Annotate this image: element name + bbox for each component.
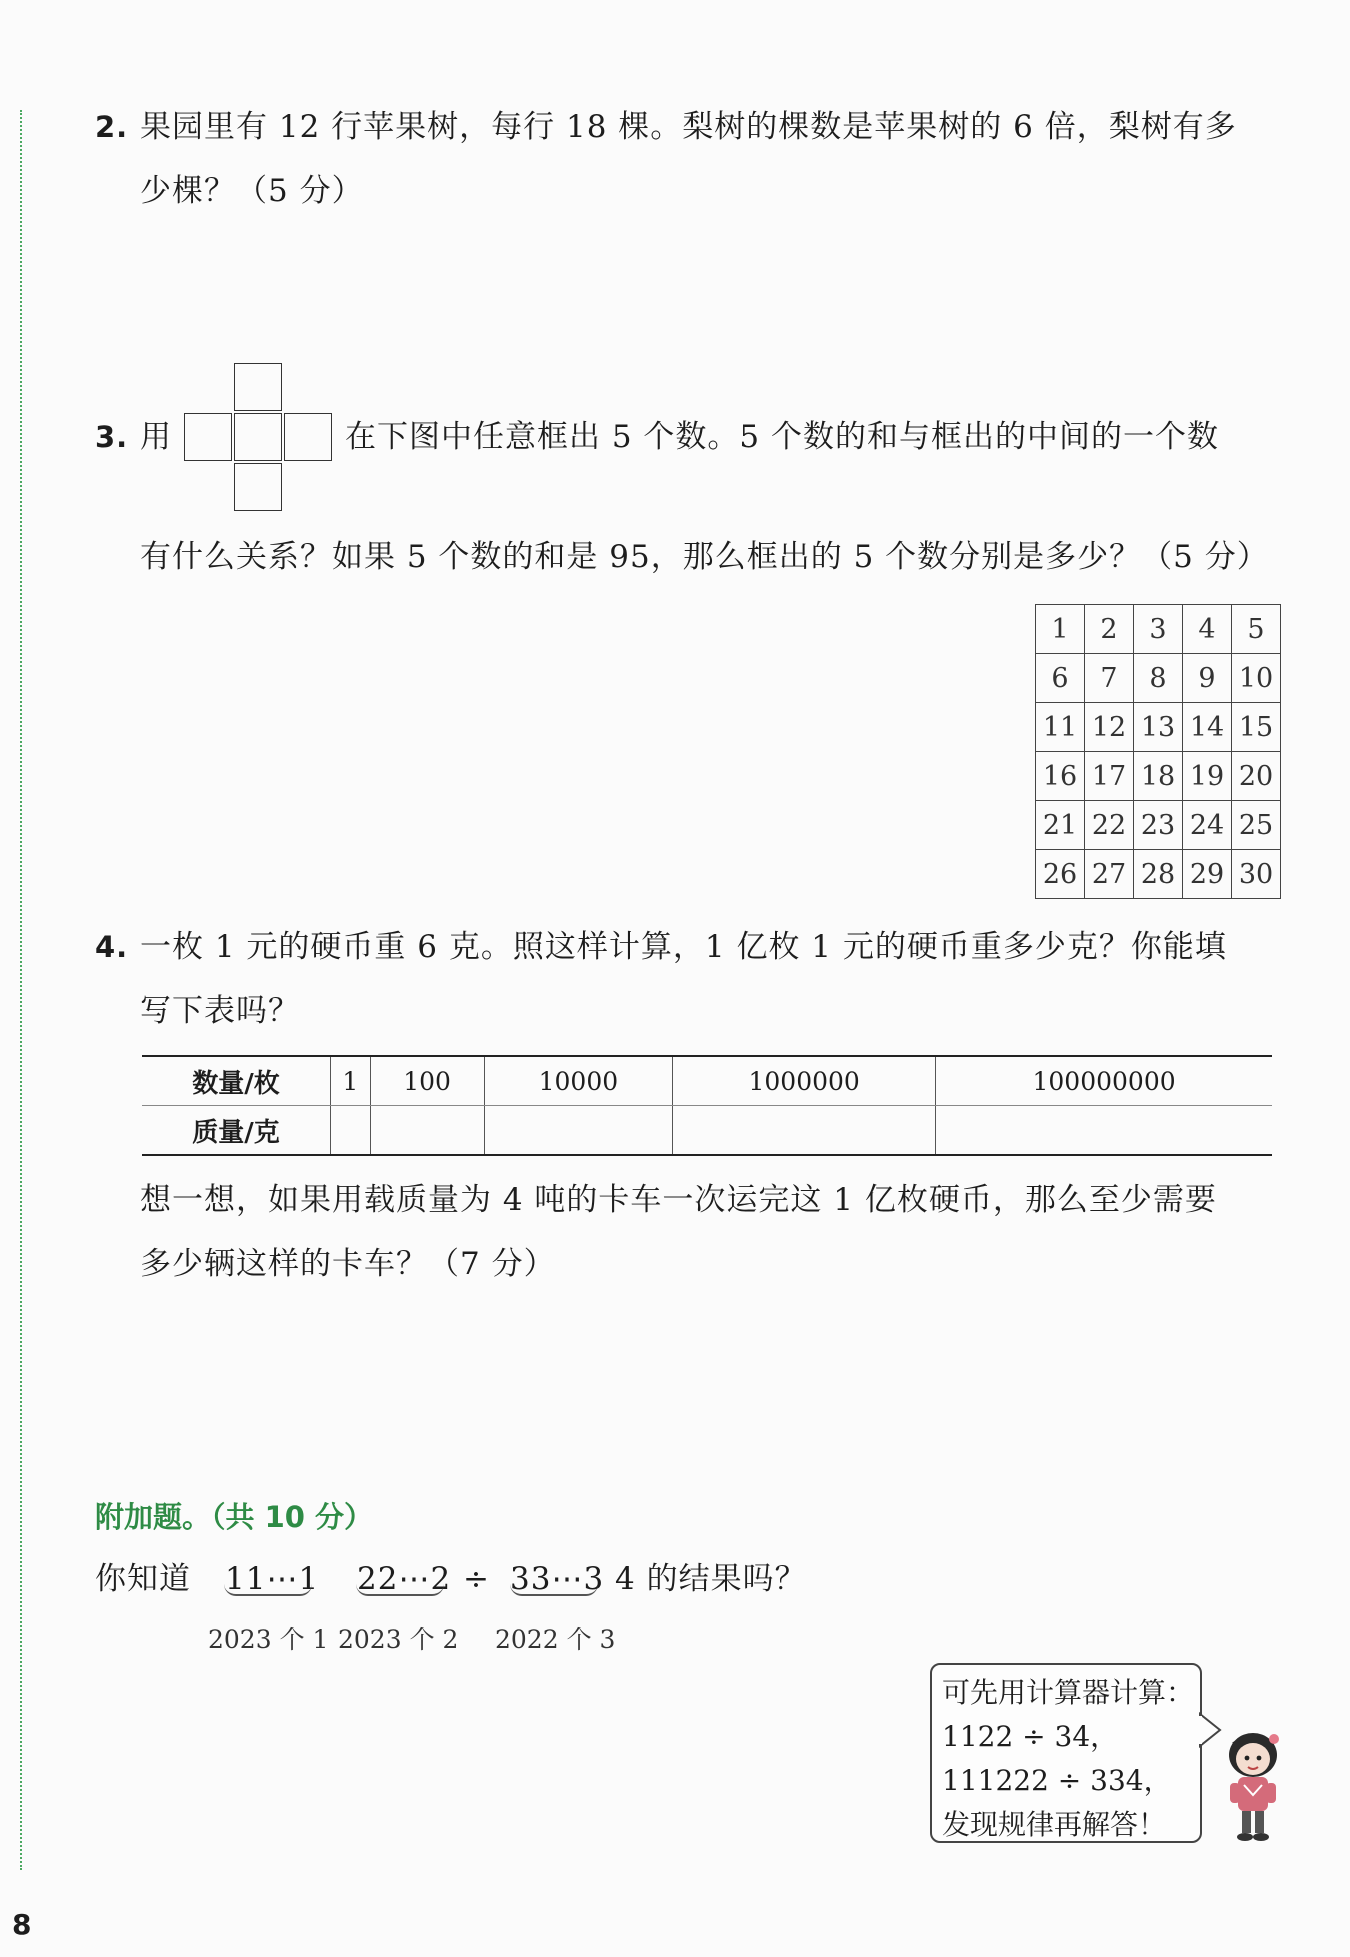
grid-cell: 25 — [1232, 801, 1281, 850]
question-text-line: 用 — [140, 419, 172, 455]
hint-line: 111222 ÷ 334， — [942, 1764, 1172, 1797]
grid-row — [1036, 752, 1281, 801]
table-cell: 1 — [331, 1056, 371, 1106]
table-cell: 10000 — [484, 1056, 673, 1106]
grid-cell: 11 — [1036, 703, 1085, 752]
cross-cell — [234, 463, 282, 511]
grid-cell: 14 — [1183, 703, 1232, 752]
grid-cell: 9 — [1183, 654, 1232, 703]
grid-cell: 13 — [1134, 703, 1183, 752]
grid-cell: 1 — [1036, 605, 1085, 654]
question-text-line: 果园里有 12 行苹果树，每行 18 棵。梨树的棵数是苹果树的 6 倍，梨树有多 — [140, 109, 1237, 145]
hint-line: 发现规律再解答！ — [942, 1808, 1167, 1841]
grid-cell: 12 — [1085, 703, 1134, 752]
grid-cell: 10 — [1232, 654, 1281, 703]
row-header: 质量/克 — [192, 1117, 280, 1148]
grid-cell: 22 — [1085, 801, 1134, 850]
grid-cell: 21 — [1036, 801, 1085, 850]
hint-line: 可先用计算器计算： — [942, 1676, 1195, 1709]
table-cell: 1000000 — [673, 1056, 936, 1106]
cross-cell — [234, 363, 282, 411]
question-text-line: 有什么关系？如果 5 个数的和是 95，那么框出的 5 个数分别是多少？（5 分） — [140, 539, 1269, 575]
cross-cell — [184, 413, 232, 461]
divide-sign: ÷ — [463, 1561, 490, 1597]
table-row — [142, 1056, 1272, 1106]
grid-cell: 24 — [1183, 801, 1232, 850]
answer-cell[interactable] — [370, 1106, 484, 1156]
question-number: 3. — [95, 420, 129, 454]
question-number: 4. — [95, 930, 129, 964]
underbrace — [356, 1584, 444, 1596]
question-text-line: 写下表吗？ — [140, 993, 300, 1029]
table-row — [142, 1106, 1272, 1156]
question-text-line: 想一想，如果用载质量为 4 吨的卡车一次运完这 1 亿枚硬币，那么至少需要 — [140, 1182, 1217, 1218]
repeating-number-2: 22⋯2 — [357, 1561, 452, 1597]
grid-row — [1036, 654, 1281, 703]
number-grid — [1035, 604, 1281, 899]
grid-cell: 26 — [1036, 850, 1085, 899]
question-text-line: 一枚 1 元的硬币重 6 克。照这样计算，1 亿枚 1 元的硬币重多少克？你能填 — [140, 929, 1227, 965]
answer-cell[interactable] — [484, 1106, 673, 1156]
table-cell: 100000000 — [936, 1056, 1272, 1106]
grid-cell: 3 — [1134, 605, 1183, 654]
underbrace — [224, 1584, 312, 1596]
cross-cell — [234, 413, 282, 461]
brace-label: 2022 个 3 — [495, 1625, 616, 1654]
table-cell: 100 — [370, 1056, 484, 1106]
bonus-title: 附加题。（共 10 分） — [95, 1500, 374, 1534]
coin-table — [142, 1055, 1272, 1156]
grid-cell: 28 — [1134, 850, 1183, 899]
grid-cell: 30 — [1232, 850, 1281, 899]
repeating-number-1: 11⋯1 — [225, 1561, 320, 1597]
hint-speech-bubble — [930, 1663, 1202, 1843]
grid-cell: 7 — [1085, 654, 1134, 703]
grid-cell: 2 — [1085, 605, 1134, 654]
grid-cell: 5 — [1232, 605, 1281, 654]
answer-cell[interactable] — [673, 1106, 936, 1156]
grid-cell: 29 — [1183, 850, 1232, 899]
grid-cell: 19 — [1183, 752, 1232, 801]
bonus-question — [95, 1547, 995, 1611]
grid-cell: 8 — [1134, 654, 1183, 703]
grid-cell: 20 — [1232, 752, 1281, 801]
question-text-line: 在下图中任意框出 5 个数。5 个数的和与框出的中间的一个数 — [345, 419, 1220, 455]
grid-cell: 27 — [1085, 850, 1134, 899]
question-text-line: 少棵？（5 分） — [140, 173, 364, 209]
cartoon-girl-icon — [1218, 1725, 1288, 1845]
cross-cell — [284, 413, 332, 461]
brace-label: 2023 个 1 — [208, 1625, 329, 1654]
grid-cell: 4 — [1183, 605, 1232, 654]
grid-cell: 18 — [1134, 752, 1183, 801]
row-header: 数量/枚 — [142, 1056, 331, 1106]
grid-cell: 15 — [1232, 703, 1281, 752]
grid-cell: 23 — [1134, 801, 1183, 850]
bonus-prefix: 你知道 — [95, 1561, 191, 1597]
grid-row — [1036, 850, 1281, 899]
question-number: 2. — [95, 110, 129, 144]
answer-cell[interactable] — [936, 1106, 1272, 1156]
grid-row — [1036, 801, 1281, 850]
question-text-line: 多少辆这样的卡车？（7 分） — [140, 1246, 556, 1282]
brace-label: 2023 个 2 — [338, 1625, 459, 1654]
margin-dotted-line — [20, 110, 22, 1870]
grid-row — [1036, 605, 1281, 654]
grid-cell: 16 — [1036, 752, 1085, 801]
page-number: 8 — [12, 1908, 32, 1941]
hint-line: 1122 ÷ 34， — [942, 1720, 1119, 1753]
answer-cell[interactable] — [331, 1106, 371, 1156]
grid-cell: 6 — [1036, 654, 1085, 703]
repeating-number-3: 33⋯3 — [510, 1561, 605, 1597]
grid-row — [1036, 703, 1281, 752]
bonus-suffix: 4 的结果吗？ — [615, 1561, 807, 1597]
grid-cell: 17 — [1085, 752, 1134, 801]
underbrace — [510, 1584, 598, 1596]
